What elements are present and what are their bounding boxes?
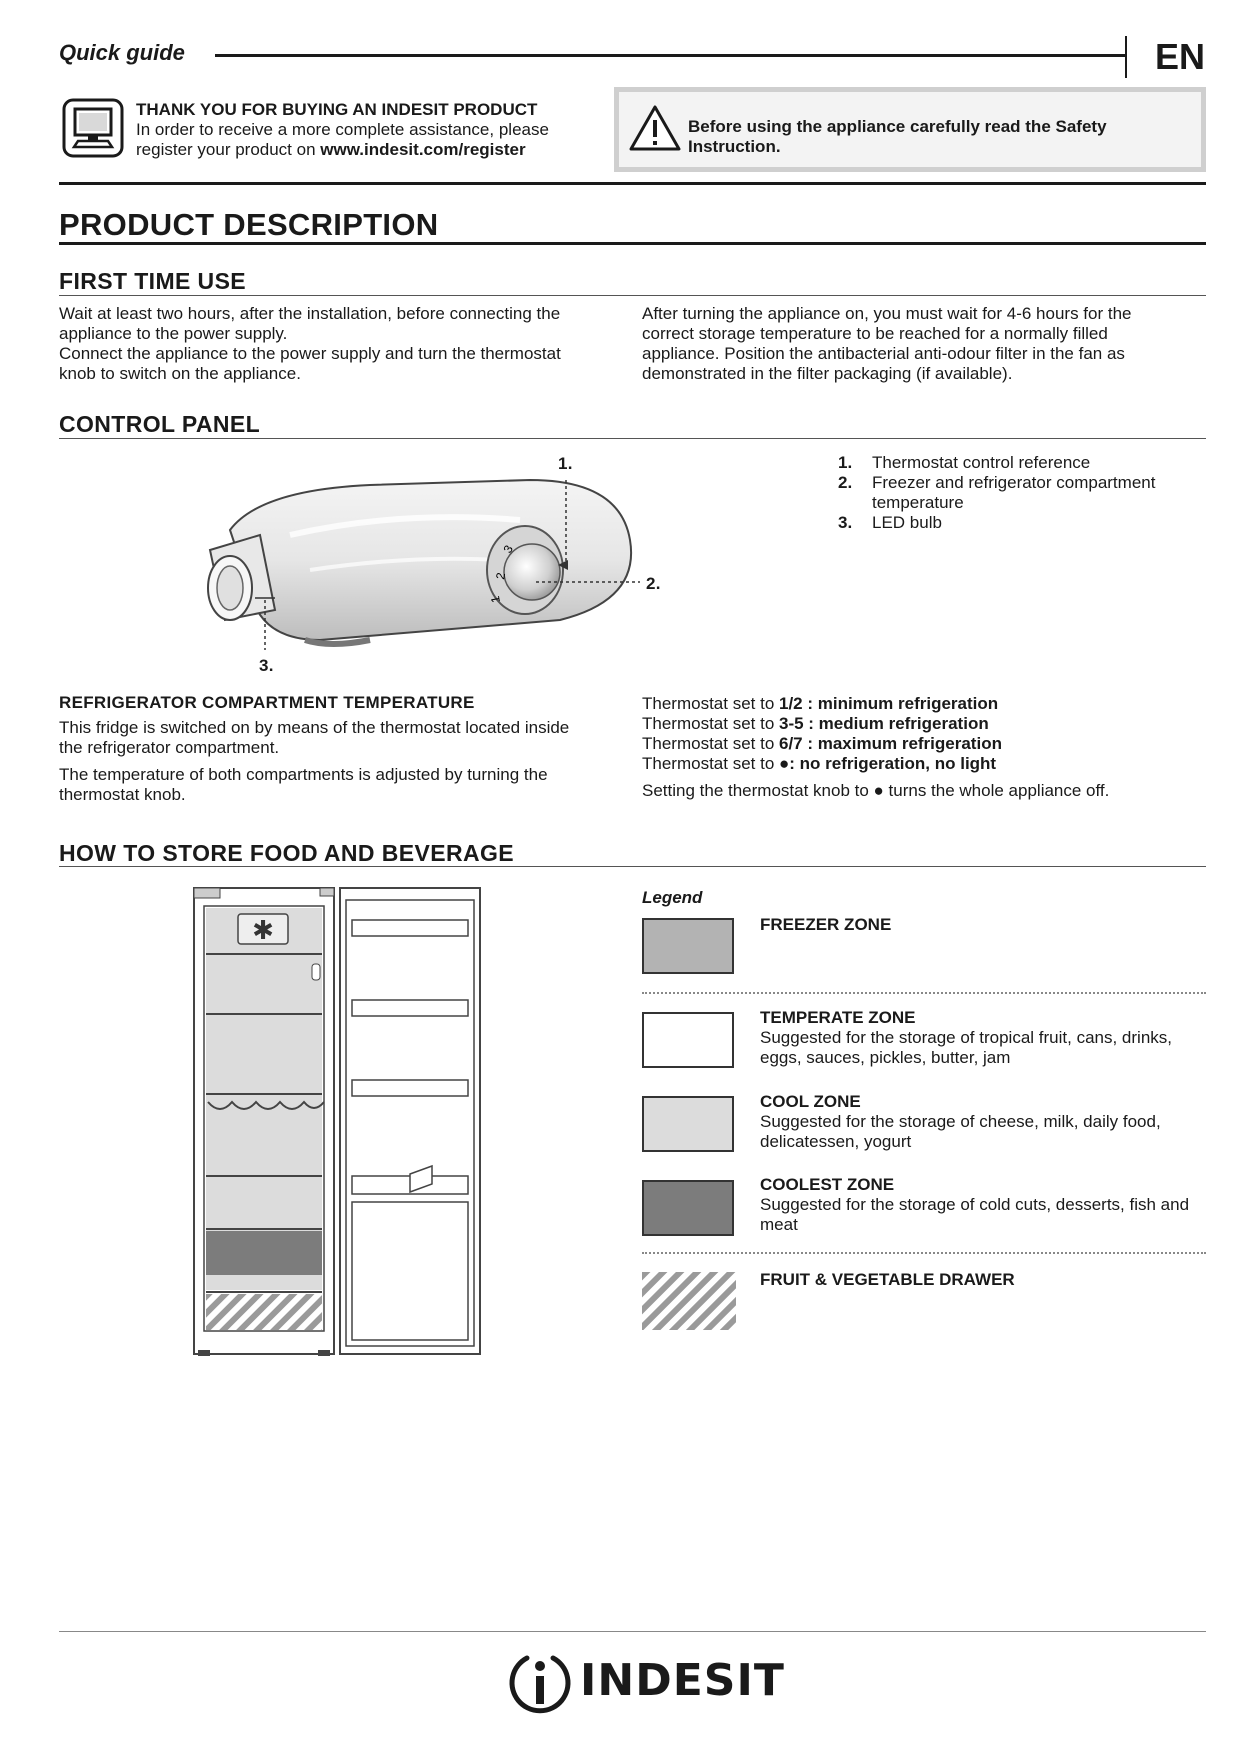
temperate-zone-entry [760,1008,1206,1068]
control-panel-illustration [200,470,640,650]
thank-you-block [136,100,606,160]
quick-guide-title: Quick guide [59,40,185,65]
control-item-1 [838,453,1208,473]
first-time-use-title: FIRST TIME USE [59,268,247,294]
fridge-diagram [190,884,490,1358]
fridge-temp-line: thermostat knob. [59,785,186,804]
setting-prefix: Thermostat set to [642,754,779,773]
product-description-rule [59,242,1206,245]
dial-number: 1 [488,594,503,604]
ftu-left-line: Connect the appliance to the power supply and turn the thermostat [59,344,561,363]
zone-title: TEMPERATE ZONE [760,1008,916,1027]
zone-desc: delicatessen, yogurt [760,1132,912,1151]
fridge-temp-text [59,718,639,805]
top-section-rule [59,182,1206,185]
first-time-use-right [642,304,1206,384]
zone-title: COOL ZONE [760,1092,861,1111]
control-item-num: 3. [838,513,853,532]
fridge-temp-title: REFRIGERATOR COMPARTMENT TEMPERATURE [59,693,475,712]
register-link[interactable]: www.indesit.com/register [320,140,526,159]
zone-desc: Suggested for the storage of tropical fruit, cans, drinks, [760,1028,1172,1047]
indesit-logo-icon [505,1648,575,1718]
callout-1: 1. [558,454,573,473]
ftu-right-line: correct storage temperature to be reached for a normally filled [642,324,1108,343]
temperate-zone-swatch [642,1012,734,1068]
thank-you-line1: In order to receive a more complete assistance, please [136,120,549,139]
setting-value: 3-5 : medium refrigeration [779,714,989,733]
setting-value: 6/7 : maximum refrigeration [779,734,1002,753]
callout-2: 2. [646,574,661,593]
control-item-text: LED bulb [872,513,942,532]
freezer-zone-entry [760,915,1206,935]
store-food-rule [59,866,1206,867]
off-dot-icon: ● [873,781,884,800]
zone-title: COOLEST ZONE [760,1175,895,1194]
brand-name: INDESIT [580,1655,785,1706]
fridge-temp-line: The temperature of both compartments is adjusted by turning the [59,765,548,784]
control-panel-title: CONTROL PANEL [59,411,261,437]
setting-prefix: Thermostat set to [642,734,779,753]
zone-title: FREEZER ZONE [760,915,892,934]
ftu-right-line: demonstrated in the filter packaging (if available). [642,364,1013,383]
control-item-num: 1. [838,453,853,472]
store-food-title: HOW TO STORE FOOD AND BEVERAGE [59,840,514,866]
ftu-right-line: appliance. Position the antibacterial anti-odour filter in the fan as [642,344,1125,363]
setting-prefix: Thermostat set to [642,694,779,713]
control-panel-legend [838,453,1208,533]
thank-you-heading: THANK YOU FOR BUYING AN INDESIT PRODUCT [136,100,538,119]
control-item-num: 2. [838,473,853,492]
register-prefix: register your product on [136,140,321,159]
fridge-temp-line: This fridge is switched on by means of the thermostat located inside [59,718,570,737]
monitor-icon [62,98,124,158]
zone-desc: meat [760,1215,798,1234]
warning-line2: Instruction. [688,137,781,156]
dial-number: 3 [500,542,516,556]
fan-icon: ✱ [252,916,274,946]
header-divider [1125,36,1127,78]
control-item-3 [838,513,1208,533]
thermostat-setting [642,694,1206,714]
coolest-zone-swatch [642,1180,734,1236]
off-suffix: turns the whole appliance off. [883,781,1110,800]
legend-divider [642,1252,1206,1254]
zone-desc: Suggested for the storage of cold cuts, desserts, fish and [760,1195,1190,1214]
first-time-use-rule [59,295,1206,296]
thermostat-settings [642,694,1206,801]
off-prefix: Setting the thermostat knob to [642,781,874,800]
control-item-text-cont: temperature [872,493,964,512]
dial-number: 2 [493,571,509,581]
control-item-text: Freezer and refrigerator compartment [872,473,1156,492]
zone-title: FRUIT & VEGETABLE DRAWER [760,1270,1015,1289]
first-time-use-left [59,304,639,384]
coolest-zone-entry [760,1175,1206,1235]
warning-line1: Before using the appliance carefully read the Safety [688,117,1107,136]
legend-divider [642,992,1206,994]
zone-desc: Suggested for the storage of cheese, milk, daily food, [760,1112,1161,1131]
fruit-vegetable-drawer-entry [760,1270,1206,1290]
ftu-left-line: Wait at least two hours, after the installation, before connecting the [59,304,561,323]
legend-label: Legend [642,888,703,907]
setting-prefix: Thermostat set to [642,714,779,733]
freezer-zone-swatch [642,918,734,974]
cool-zone-swatch [642,1096,734,1152]
setting-value: ●: no refrigeration, no light [779,754,997,773]
control-item-text: Thermostat control reference [872,453,1091,472]
language-code: EN [1155,36,1206,77]
thermostat-setting [642,734,1206,754]
callout-3: 3. [259,656,274,675]
thank-you-line2 [136,140,606,160]
cool-zone-entry [760,1092,1206,1152]
control-item-2 [838,473,1208,493]
zone-desc: eggs, sauces, pickles, butter, jam [760,1048,1011,1067]
setting-value: 1/2 : minimum refrigeration [779,694,999,713]
header-rule [215,54,1125,57]
thermostat-off-note [642,781,1206,801]
ftu-left-line: knob to switch on the appliance. [59,364,301,383]
safety-warning-text [688,117,1168,157]
control-panel-rule [59,438,1206,439]
product-description-title: PRODUCT DESCRIPTION [59,207,439,242]
footer-rule [59,1631,1206,1632]
fridge-temp-line: the refrigerator compartment. [59,738,280,757]
ftu-left-line: appliance to the power supply. [59,324,288,343]
warning-triangle-icon [629,104,681,152]
thermostat-setting [642,714,1206,734]
fruit-vegetable-drawer-swatch [642,1272,736,1330]
thermostat-setting [642,754,1206,774]
ftu-right-line: After turning the appliance on, you must wait for 4-6 hours for the [642,304,1132,323]
